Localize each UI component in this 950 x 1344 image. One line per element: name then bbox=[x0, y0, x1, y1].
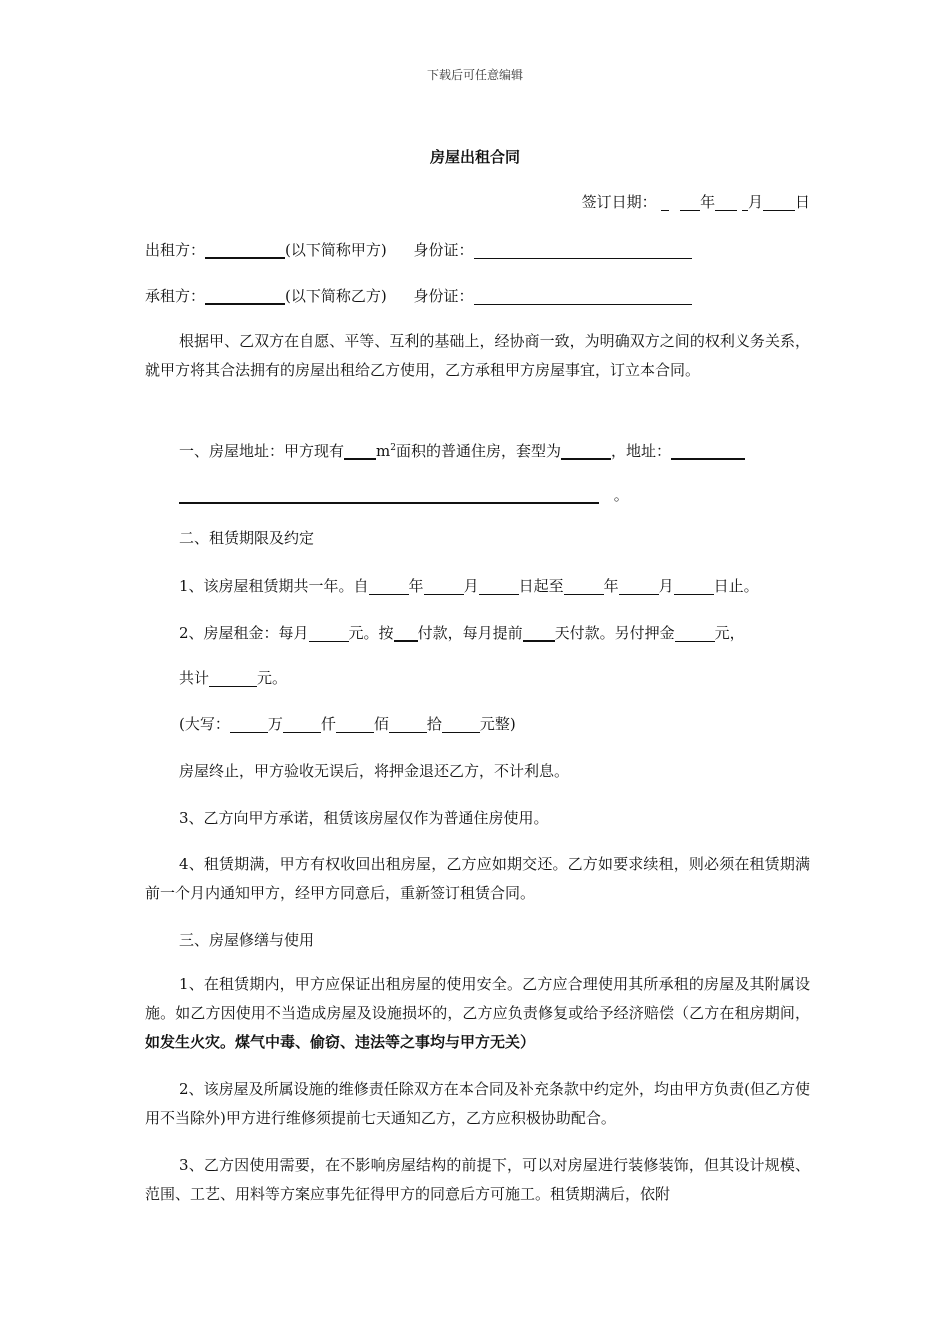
end-month-blank[interactable] bbox=[619, 576, 659, 595]
yuan-blank[interactable] bbox=[442, 714, 480, 733]
section2-clause3: 3、乙方向甲方承诺，租赁该房屋仅作为普通住房使用。 bbox=[179, 809, 549, 827]
section1-line1 bbox=[145, 434, 810, 465]
area-unit: m bbox=[376, 442, 391, 460]
lessor-id-label: 身份证： bbox=[413, 241, 474, 259]
blank-sign-pre[interactable] bbox=[661, 192, 669, 211]
qian-label: 仟 bbox=[320, 715, 336, 733]
end-month-label: 月 bbox=[658, 577, 674, 595]
lessor-label: 出租方： bbox=[145, 241, 206, 259]
section3-clause1-bold: 如发生火灾。煤气中毒、偷窃、违法等之事均与甲方无关） bbox=[145, 1033, 536, 1051]
section3-heading: 三、房屋修缮与使用 bbox=[179, 931, 315, 949]
qian-blank[interactable] bbox=[283, 714, 321, 733]
sign-day-label: 日 bbox=[794, 193, 810, 211]
preamble-paragraph: 根据甲、乙双方在自愿、平等、互利的基础上，经协商一致，为明确双方之间的权利义务关系，就甲方将其合法拥有的房屋出租给乙方使用，乙方承租甲方房屋事宜，订立本合同。 bbox=[145, 332, 810, 379]
lessee-alias: (以下简称乙方) bbox=[285, 287, 387, 305]
lessor-alias: (以下简称甲方) bbox=[285, 241, 387, 259]
rent-yuan-label: 元。按 bbox=[348, 624, 394, 642]
section2-clause1 bbox=[145, 572, 810, 600]
start-month-label: 月 bbox=[463, 577, 479, 595]
start-year-label: 年 bbox=[408, 577, 424, 595]
total-yuan-label: 元。 bbox=[257, 669, 288, 687]
section3-clause3: 3、乙方因使用需要，在不影响房屋结构的前提下，可以对房屋进行装修装饰，但其设计规模、范围、工艺、用料等方案应事先征得甲方的同意后方可施工。租赁期满后，依附 bbox=[145, 1156, 810, 1203]
section3-clause1 bbox=[145, 970, 810, 1057]
clause1-text: 1、该房屋租赁期共一年。自 bbox=[179, 577, 369, 595]
lessee-id-label: 身份证： bbox=[413, 287, 474, 305]
section1-prefix: 一、房屋地址：甲方现有 bbox=[179, 442, 345, 460]
section2-clause4: 4、租赁期满，甲方有权收回出租房屋，乙方应如期交还。乙方如要求续租，则必须在租赁期满前一个月内通知甲方，经甲方同意后，重新签订租赁合同。 bbox=[145, 855, 810, 902]
bai-label: 佰 bbox=[373, 715, 389, 733]
section3-clause1-text: 1、在租赁期内，甲方应保证出租房屋的使用安全。乙方应合理使用其所承租的房屋及其附属设施。如乙方因使用不当造成房屋及设施损坏的，乙方应负责修复或给予经济赔偿（乙方在租房期间， bbox=[145, 975, 810, 1022]
lessor-name-blank[interactable] bbox=[205, 239, 285, 259]
address-end: 。 bbox=[613, 486, 629, 504]
payment-cycle-blank[interactable] bbox=[394, 622, 418, 642]
lessor-id-blank[interactable] bbox=[474, 240, 692, 259]
rent-label: 2、房屋租金：每月 bbox=[179, 624, 309, 642]
advance-days-blank[interactable] bbox=[523, 622, 555, 642]
sign-date-label: 签订日期： bbox=[581, 193, 657, 211]
wan-blank[interactable] bbox=[230, 714, 268, 733]
start-year-blank[interactable] bbox=[369, 576, 409, 595]
shi-label: 拾 bbox=[426, 715, 442, 733]
section2-clause2-capital bbox=[179, 710, 844, 738]
document-title: 房屋出租合同 bbox=[429, 148, 520, 166]
blank-sign-year[interactable] bbox=[680, 192, 700, 211]
shi-blank[interactable] bbox=[389, 714, 427, 733]
address-label: ，地址： bbox=[611, 442, 672, 460]
address-blank-2[interactable] bbox=[179, 484, 599, 504]
start-day-label: 日起至 bbox=[518, 577, 564, 595]
lessee-id-blank[interactable] bbox=[474, 286, 692, 305]
section1-line2 bbox=[179, 481, 844, 509]
end-year-blank[interactable] bbox=[564, 576, 604, 595]
capital-label: (大写： bbox=[179, 715, 230, 733]
sign-month-label: 月 bbox=[747, 193, 763, 211]
section2-clause2-total bbox=[179, 664, 844, 692]
lessee-name-blank[interactable] bbox=[205, 285, 285, 305]
sign-date-line bbox=[145, 188, 810, 216]
end-year-label: 年 bbox=[603, 577, 619, 595]
section2-clause2 bbox=[145, 619, 810, 647]
capital-end-label: 元整) bbox=[479, 715, 516, 733]
deposit-label: 天付款。另付押金 bbox=[554, 624, 675, 642]
lessee-label: 承租方： bbox=[145, 287, 206, 305]
total-blank[interactable] bbox=[209, 668, 257, 687]
deposit-yuan-label: 元， bbox=[714, 624, 745, 642]
sign-year-label: 年 bbox=[700, 193, 716, 211]
end-day-blank[interactable] bbox=[674, 576, 714, 595]
section1-mid: 面积的普通住房，套型为 bbox=[395, 442, 561, 460]
deposit-blank[interactable] bbox=[675, 623, 715, 642]
wan-label: 万 bbox=[267, 715, 283, 733]
bai-blank[interactable] bbox=[336, 714, 374, 733]
house-type-blank[interactable] bbox=[561, 440, 611, 460]
monthly-rent-blank[interactable] bbox=[309, 623, 349, 642]
start-month-blank[interactable] bbox=[424, 576, 464, 595]
section2-heading: 二、租赁期限及约定 bbox=[179, 529, 315, 547]
address-blank-1[interactable] bbox=[671, 440, 745, 460]
area-blank[interactable] bbox=[344, 440, 376, 460]
header-note: 下载后可任意编辑 bbox=[426, 68, 523, 82]
section3-clause2: 2、该房屋及所属设施的维修责任除双方在本合同及补充条款中约定外，均由甲方负责(但乙方使用不当除外)甲方进行维修须提前七天通知乙方，乙方应积极协助配合。 bbox=[145, 1080, 810, 1127]
lessor-line bbox=[145, 236, 810, 264]
area-unit-sup: 2 bbox=[390, 443, 396, 453]
section2-deposit-return: 房屋终止，甲方验收无误后，将押金退还乙方，不计利息。 bbox=[179, 762, 570, 780]
lessee-line bbox=[145, 282, 810, 310]
blank-sign-day[interactable] bbox=[763, 192, 795, 211]
start-day-blank[interactable] bbox=[479, 576, 519, 595]
total-label: 共计 bbox=[179, 669, 210, 687]
payment-label: 付款，每月提前 bbox=[417, 624, 523, 642]
end-day-label: 日止。 bbox=[713, 577, 759, 595]
blank-sign-month-a[interactable] bbox=[715, 192, 737, 211]
